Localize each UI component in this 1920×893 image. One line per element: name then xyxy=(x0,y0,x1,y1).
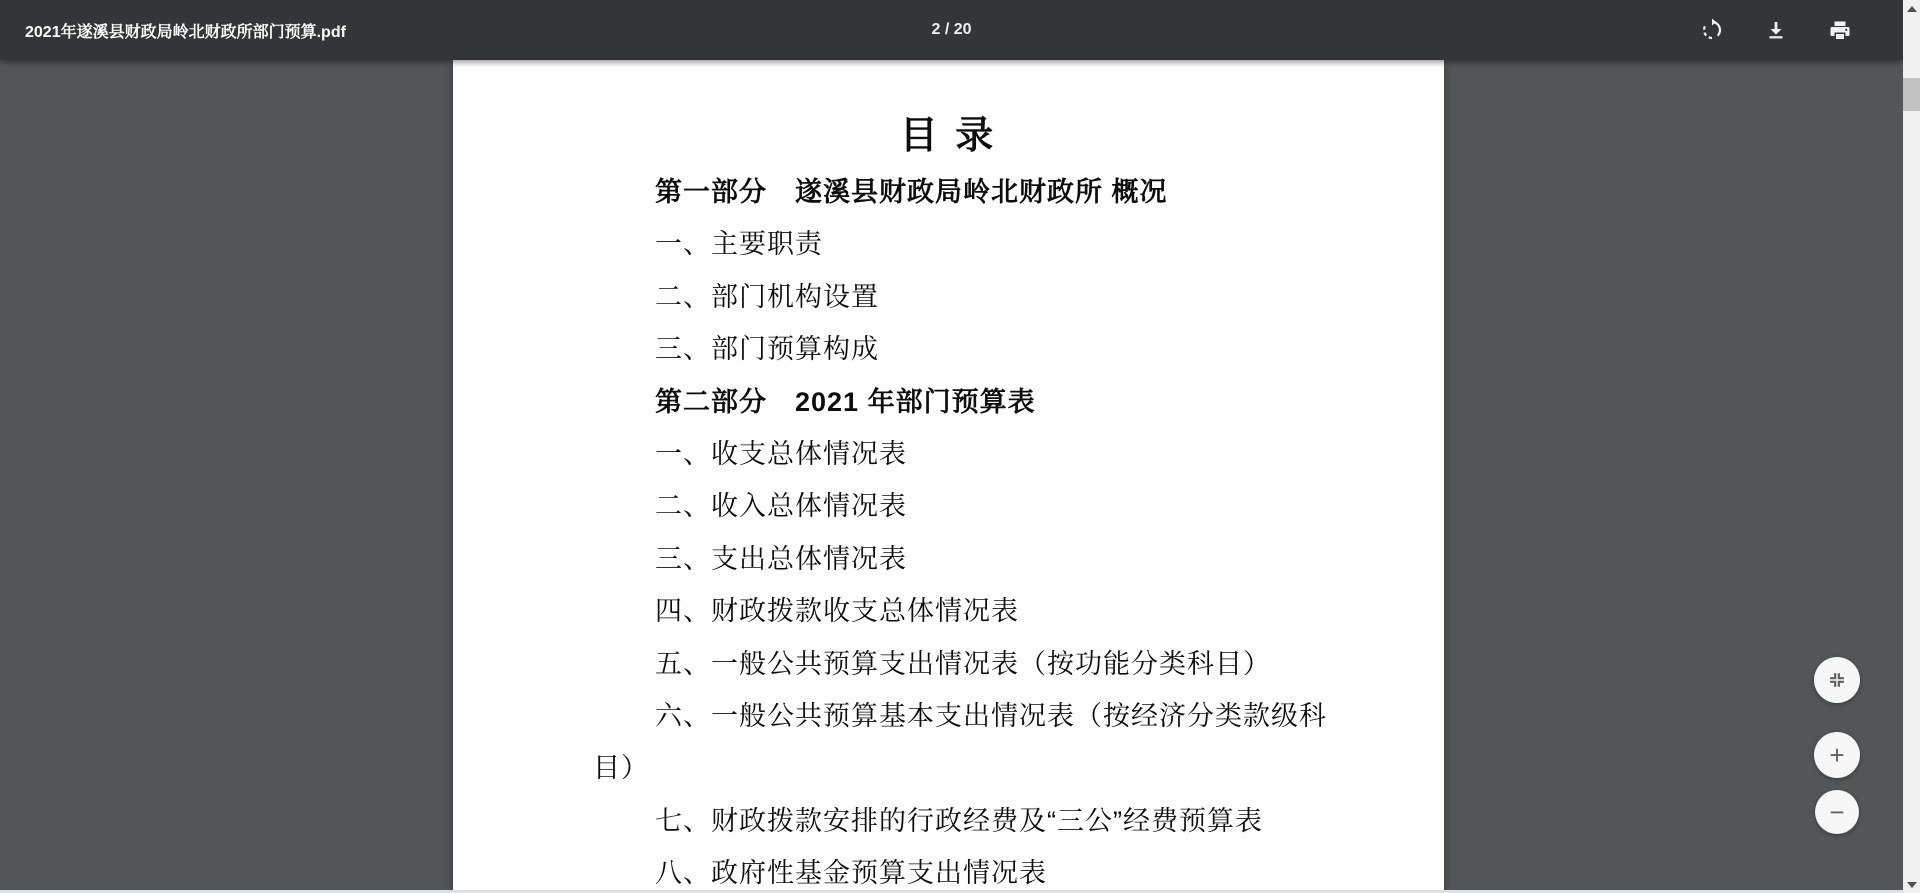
toc-lines xyxy=(453,166,1444,893)
pdf-toolbar xyxy=(0,0,1903,60)
toc-line: 二、收入总体情况表 xyxy=(655,491,907,522)
toc-line: 三、部门预算构成 xyxy=(655,334,879,365)
toc-line: 三、支出总体情况表 xyxy=(655,543,907,574)
scrollbar-thumb[interactable] xyxy=(1903,78,1920,111)
document-title: 目 录 xyxy=(899,115,998,157)
toc-line: 八、政府性基金预算支出情况表 xyxy=(655,858,1047,889)
scroll-down-button[interactable] xyxy=(1903,876,1920,893)
rotate-button[interactable] xyxy=(1699,17,1725,43)
toc-line: 六、一般公共预算基本支出情况表（按经济分类款级科 xyxy=(655,701,1327,732)
scroll-up-button[interactable] xyxy=(1903,0,1920,17)
toc-line: 一、收支总体情况表 xyxy=(655,439,907,470)
page-indicator: 2 / 20 xyxy=(931,21,972,38)
print-button[interactable] xyxy=(1827,17,1853,43)
vertical-scrollbar[interactable] xyxy=(1903,0,1920,893)
toc-line: 目） xyxy=(593,753,649,784)
toc-line: 五、一般公共预算支出情况表（按功能分类科目） xyxy=(655,648,1271,679)
fit-to-page-button[interactable] xyxy=(1814,657,1860,703)
rotate-icon xyxy=(1700,18,1724,42)
toc-line: 一、主要职责 xyxy=(655,229,823,260)
print-icon xyxy=(1828,18,1852,42)
toc-line: 四、财政拨款收支总体情况表 xyxy=(655,596,1019,627)
pdf-page xyxy=(453,60,1444,893)
zoom-in-button[interactable]: + xyxy=(1814,732,1860,778)
download-icon xyxy=(1764,18,1788,42)
toc-line: 第二部分 2021 年部门预算表 xyxy=(655,386,1036,417)
download-button[interactable] xyxy=(1763,17,1789,43)
toolbar-actions xyxy=(1699,17,1903,43)
scroll-down-icon xyxy=(1907,882,1917,888)
toc-line: 第一部分 遂溪县财政局岭北财政所 概况 xyxy=(655,177,1168,207)
toc-line: 七、财政拨款安排的行政经费及“三公”经费预算表 xyxy=(655,805,1263,836)
zoom-out-button[interactable]: − xyxy=(1815,790,1859,834)
scroll-up-icon xyxy=(1907,6,1917,12)
pdf-filename: 2021年遂溪县财政局岭北财政所部门预算.pdf xyxy=(25,23,346,41)
fit-to-page-icon xyxy=(1826,669,1848,691)
toc-line: 二、部门机构设置 xyxy=(655,281,879,312)
